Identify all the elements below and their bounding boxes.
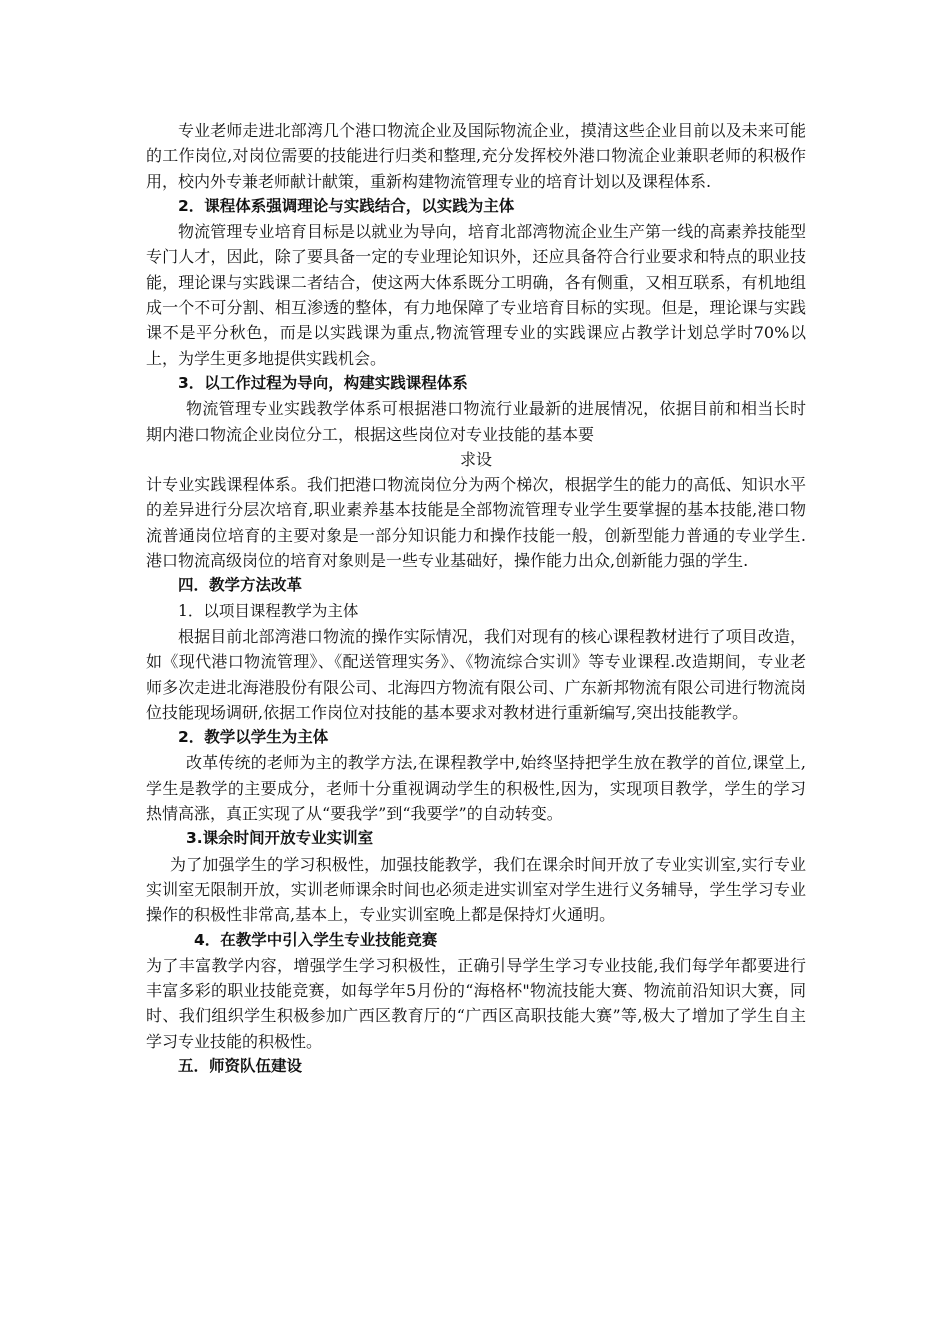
paragraph-intro: 专业老师走进北部湾几个港口物流企业及国际物流企业，摸清这些企业目前以及未来可能的工作岗位,对岗位需要的技能进行归类和整理,充分发挥校外港口物流企业兼职老师的积极作用，校内外专兼老师献计献策，重新构建物流管理专业的培育计划以及课程体系. [146, 121, 806, 191]
heading-course-system: 2．课程体系强调理论与实践结合，以实践为主体 [178, 196, 515, 215]
paragraph-open-lab: 为了加强学生的学习积极性，加强技能教学，我们在课余时间开放了专业实训室,实行专业实训室无限制开放，实训老师课余时间也必须走进实训室对学生进行义务辅导，学生学习专业操作的积极性非常高,基本上，专业实训室晚上都是保持灯火通明。 [146, 854, 806, 925]
paragraph-work-process-a: 物流管理专业实践教学体系可根据港口物流行业最新的进展情况，依据目前和相当长时期内港口物流企业岗位分工，根据这些岗位对专业技能的基本要 [146, 399, 806, 444]
paragraph-project-course: 根据目前北部湾港口物流的操作实际情况，我们对现有的核心课程教材进行了项目改造，如《现代港口物流管理》、《配送管理实务》、《物流综合实训》等专业课程.改造期间，专业老师多次走进北海港股份有限公司、北海四方物流有限公司、广东新邦物流有限公司进行物流岗位技能现场调研,依据工作岗位对技能的基本要求对教材进行重新编写,突出技能教学。 [146, 626, 806, 722]
heading-skill-competition: 4．在教学中引入学生专业技能竞赛 [194, 930, 438, 949]
heading-faculty-building: 五．师资队伍建设 [178, 1056, 303, 1075]
paragraph-work-process-c: 计专业实践课程体系。我们把港口物流岗位分为两个梯次，根据学生的能力的高低、知识水平的差异进行分层次培育,职业素养基本技能是全部物流管理专业学生要掌握的基本技能,港口物流普通岗位培育的主要对象是一部分知识能力和操作技能一般，创新型能力普通的专业学生.港口物流高级岗位的培育对象则是一些专业基础好，操作能力出众,创新能力强的学生. [146, 475, 806, 571]
heading-open-lab: 3.课余时间开放专业实训室 [186, 829, 374, 848]
paragraph-student-centered: 改革传统的老师为主的教学方法,在课程教学中,始终坚持把学生放在教学的首位,课堂上,学生是教学的主要成分，老师十分重视调动学生的积极性,因为，实现项目教学，学生的学习热情高涨，真正实现了从“要我学”到“我要学”的自动转变。 [146, 753, 806, 824]
paragraph-skill-competition: 为了丰富教学内容，增强学生学习积极性，正确引导学生学习专业技能,我们每学年都要进行丰富多彩的职业技能竞赛，如每学年5月份的“海格杯"物流技能大赛、物流前沿知识大赛，同时、我们组织学生积极参加广西区教育厅的“广西区高职技能大赛”等,极大了增加了学生自主学习专业技能的积极性。 [146, 955, 806, 1051]
paragraph-work-process-b: 求设 [459, 449, 492, 469]
paragraph-course-system: 物流管理专业培育目标是以就业为导向，培育北部湾物流企业生产第一线的高素养技能型专门人才，因此，除了要具备一定的专业理论知识外，还应具备符合行业要求和特点的职业技能，理论课与实践课二者结合，使这两大体系既分工明确，各有侧重，又相互联系，有机地组成一个不可分割、相互渗透的整体，有力地保障了专业培育目标的实现。但是，理论课与实践课不是平分秋色，而是以实践课为重点,物流管理专业的实践课应占教学计划总学时70%以上，为学生更多地提供实践机会。 [146, 222, 806, 368]
heading-work-process: 3．以工作过程为导向，构建实践课程体系 [178, 373, 468, 392]
heading-teaching-reform: 四．教学方法改革 [178, 576, 303, 595]
heading-student-centered: 2．教学以学生为主体 [178, 728, 329, 747]
heading-project-course: 1．以项目课程教学为主体 [178, 601, 359, 620]
document-body [146, 118, 806, 1079]
